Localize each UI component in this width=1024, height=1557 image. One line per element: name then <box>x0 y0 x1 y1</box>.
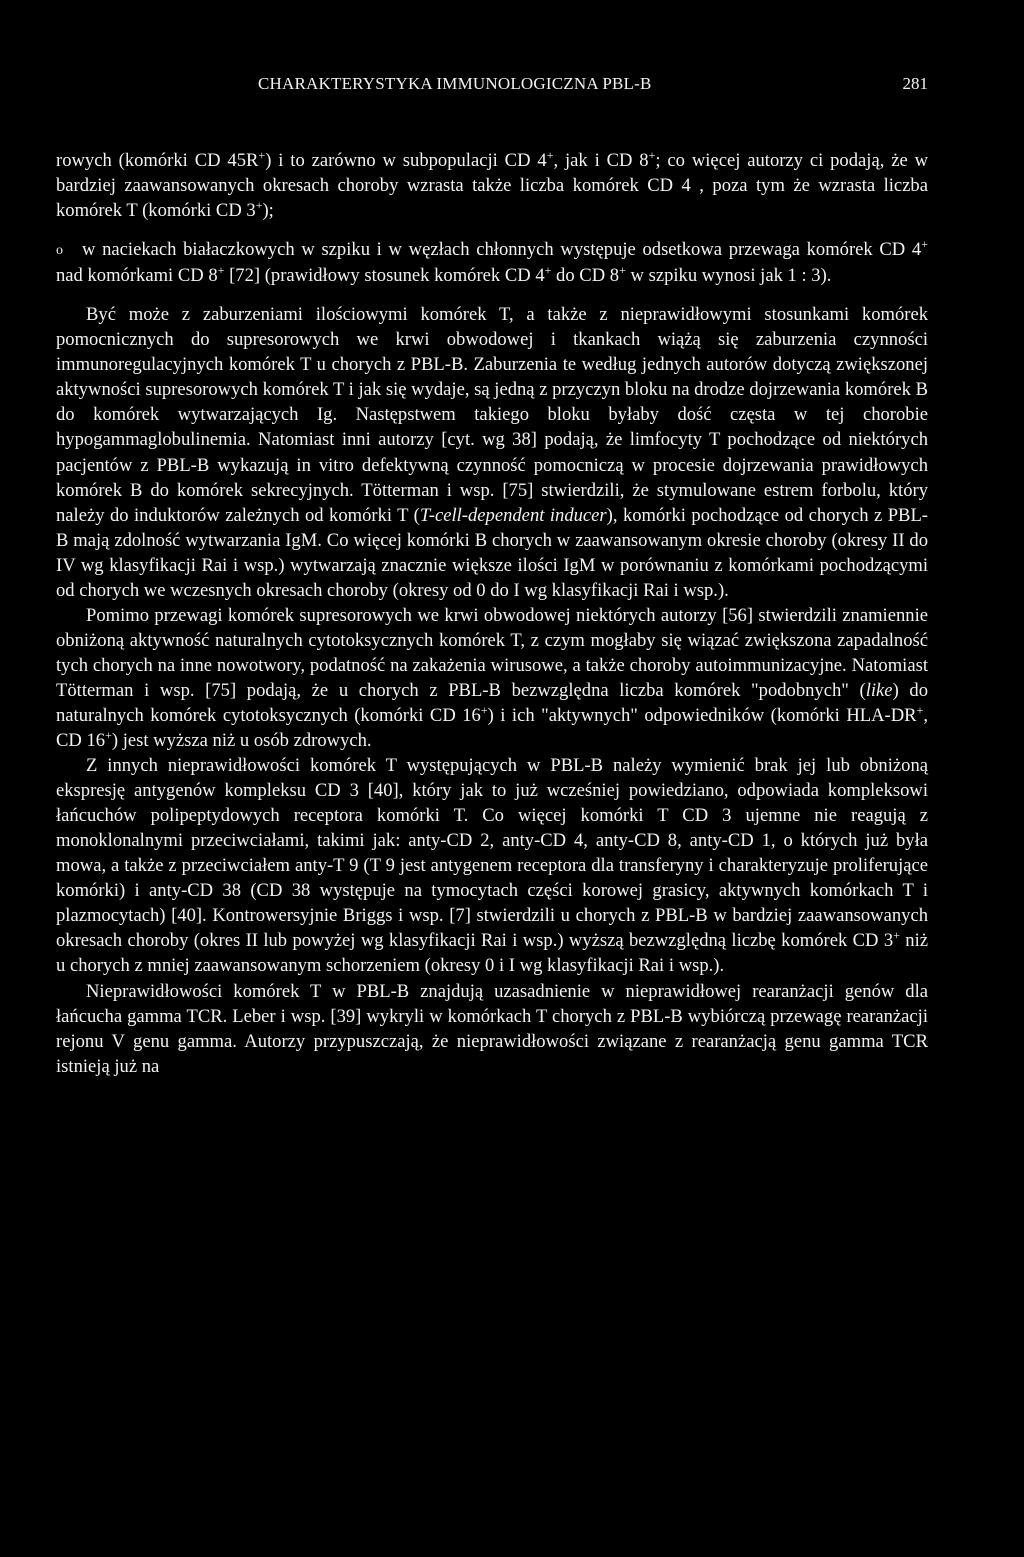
superscript-plus: + <box>921 236 928 251</box>
article-body <box>56 148 928 1079</box>
paragraph <box>56 603 928 753</box>
superscript-plus: + <box>480 702 488 717</box>
paragraph-continuation <box>56 148 928 223</box>
text-run: nad komórkami CD 8 <box>56 265 218 287</box>
text-run: [72] (prawidłowy stosunek komórek CD 4 <box>224 265 545 287</box>
superscript-plus: + <box>893 928 900 943</box>
text-run: , CD 16 <box>56 704 928 752</box>
paragraph <box>56 302 928 603</box>
superscript-plus: + <box>217 263 225 277</box>
page-number: 281 <box>902 74 928 93</box>
text-run: ) i ich "aktywnych" odpowiedników (komórki HLA-DR <box>487 704 917 726</box>
text-run: w naciekach białaczkowych w szpiku i w węzłach chłonnych występuje odsetkowa przewaga komórek CD 4 <box>82 239 922 261</box>
text-run: do CD 8 <box>551 265 620 287</box>
italic-term: like <box>865 679 893 701</box>
text-run: ), komórki pochodzące od chorych z PBL-B mają zdolność wytwarzania IgM. Co więcej komórki B chorych w zaawansowanym okresie choroby (okresy II do IV wg klasyfikacji Rai i wsp.) wytwarzają znacznie większe ilości IgM w porównaniu z komórkami pochodzącymi od chorych we wczesnych okresach choroby (okresy od 0 do I wg klasyfikacji Rai i wsp.). <box>56 504 928 601</box>
superscript-plus: + <box>255 197 263 212</box>
superscript-plus: + <box>544 263 552 277</box>
text-run: ) jest wyższa niż u osób zdrowych. <box>111 730 372 752</box>
paragraph <box>56 979 928 1079</box>
paragraph <box>56 753 928 978</box>
superscript-plus: + <box>546 147 554 162</box>
text-run: Z innych nieprawidłowości komórek T występujących w PBL-B należy wymienić brak jej lub obniżoną ekspresję antygenów kompleksu CD 3 [40], który jak to już wcześniej powiedziano, odpowiada kompleksowi łańcuchów polipeptydowych receptora komórki T. Co więcej komórki T CD 3 ujemne nie reagują z monoklonalnymi przeciwciałami, takimi jak: anty-CD 2, anty-CD 4, anty-CD 8, anty-CD 1, o których już była mowa, a także z przeciwciałem anty-T 9 (T 9 jest antygenem receptora dla transferyny i charakteryzuje proliferujące komórki) i anty-CD 38 (CD 38 występuje na tymocytach części korowej grasicy, aktywnych komórkach T i plazmocytach) [40]. Kontrowersyjnie Briggs i wsp. [7] stwierdzili u chorych z PBL-B w bardziej zaawansowanych okresach choroby (okres II lub powyżej wg klasyfikacji Rai i wsp.) wyższą bezwzględną liczbę komórek CD 3 <box>56 755 928 952</box>
text-run: niż u chorych z mniej zaawansowanym schorzeniem (okresy 0 i I wg klasyfikacji Rai i wsp.). <box>56 930 928 977</box>
running-title: CHARAKTERYSTYKA IMMUNOLOGICZNA PBL-B <box>258 74 652 93</box>
text-run: Pomimo przewagi komórek supresorowych we krwi obwodowej niektórych autorzy [56] stwierdzili znamiennie obniżoną aktywność naturalnych cytotoksycznych komórek T, z czym mogłaby się wiązać zwiększona zapadalność tych chorych na inne nowotwory, podatność na zakażenia wirusowe, a także choroby autoimmunizacyjne. Natomiast Tötterman i wsp. [75] podają, że u chorych z PBL-B bezwzględna liczba komórek "podobnych" ( <box>56 604 928 701</box>
superscript-plus: + <box>619 263 626 277</box>
bullet-icon: o <box>56 243 63 259</box>
text-run: Być może z zaburzeniami ilościowymi komórek T, a także z nieprawidłowymi stosunkami komórek pomocnicznych do supresorowych we krwi obwodowej i tkankach wiążą się zaburzenia czynności immunoregulacyjnych komórek T u chorych z PBL-B. Zaburzenia te według jednych autorów dotyczą zwiększonej aktywności supresorowych komórek T i jak się wydaje, są jedną z przyczyn bloku na drodze dojrzewania komórek B do komórek wytwarzających Ig. Następstwem takiego bloku byłaby dość częsta w tej chorobie hypogammaglobulinemia. Natomiast inni autorzy [cyt. wg 38] podają, że limfocyty T pochodzące od niektórych pacjentów z PBL-B wykazują in vitro defektywną czynność pomocniczą w procesie dojrzewania prawidłowych komórek B do komórek sekrecyjnych. Tötterman i wsp. [75] stwierdzili, że stymulowane estrem forbolu, który należy do induktorów zależnych od komórki T ( <box>56 304 928 526</box>
superscript-plus: + <box>105 727 112 742</box>
text-run: , jak i CD 8 <box>553 150 649 171</box>
page-header <box>0 74 1024 102</box>
superscript-plus: + <box>916 702 924 717</box>
text-run: w szpiku wynosi jak 1 : 3). <box>625 265 832 287</box>
italic-term: T-cell-dependent inducer <box>419 504 607 526</box>
text-run: ; co więcej autorzy ci podają, że w bardziej zaawansowanych okresach choroby wzrasta także liczba komórek CD 4 , poza tym że wzrasta liczba komórek T (komórki CD 3 <box>56 150 929 222</box>
text-run: ) do naturalnych komórek cytotoksycznych (komórki CD 16 <box>56 679 929 726</box>
superscript-plus: + <box>258 147 266 162</box>
text-run: ); <box>262 200 274 222</box>
text-run: rowych (komórki CD 45R <box>56 150 259 171</box>
text-run: Nieprawidłowości komórek T w PBL-B znajdują uzasadnienie w nieprawidłowej rearanżacji genów dla łańcucha gamma TCR. Leber i wsp. [39] wykryli w komórkach T chorych z PBL-B wybiórczą przewagę rearanżacji rejonu V genu gamma. Autorzy przypuszczają, że nieprawidłowości związane z rearanżacją genu gamma TCR istnieją już na <box>56 980 928 1077</box>
superscript-plus: + <box>648 147 656 162</box>
bullet-item <box>56 237 928 288</box>
text-run: ) i to zarówno w subpopulacji CD 4 <box>265 150 547 171</box>
